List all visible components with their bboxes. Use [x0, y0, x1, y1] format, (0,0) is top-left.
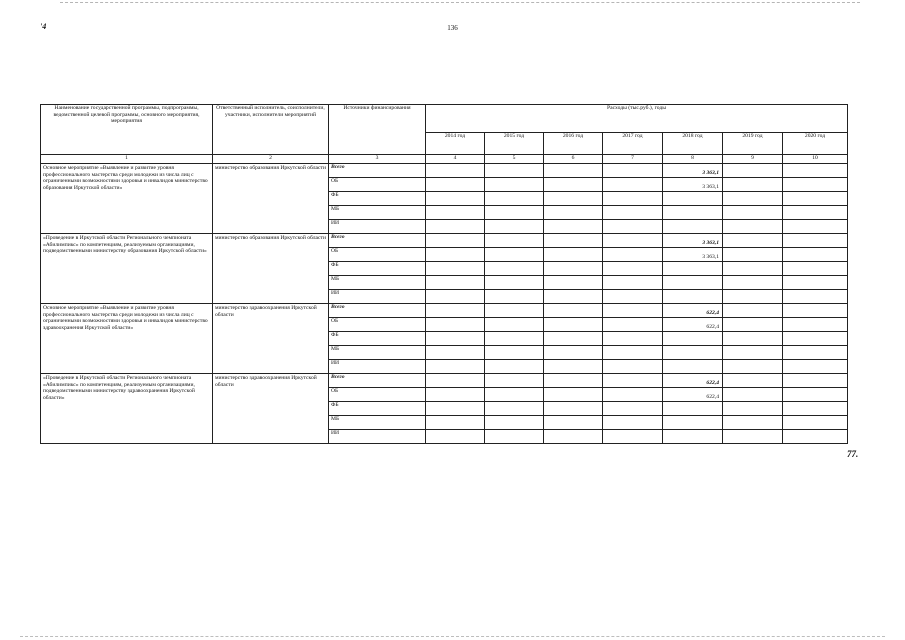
value-cell — [485, 234, 544, 248]
measure-name: «Проведение в Иркутской области Регионального чемпионата «Абилимпикс» по компетенциям, реализуемым организациями, подведомственными министерству здравоохранения Иркутской области» — [41, 374, 213, 444]
value-cell — [485, 262, 544, 276]
scan-artifact-line — [60, 2, 860, 3]
value-cell — [426, 276, 485, 290]
trail-mark: 77. — [847, 449, 859, 459]
funding-source: ФБ — [329, 402, 426, 416]
value-cell — [485, 374, 544, 388]
value-cell — [723, 374, 783, 388]
value-cell — [426, 346, 485, 360]
value-cell — [485, 220, 544, 234]
value-cell — [723, 192, 783, 206]
value-cell — [603, 332, 663, 346]
expenses-table — [40, 104, 848, 444]
value-cell — [426, 206, 485, 220]
value-cell — [426, 234, 485, 248]
funding-source: МБ — [329, 416, 426, 430]
funding-source: ИИ — [329, 430, 426, 444]
value-cell — [485, 360, 544, 374]
value-cell — [544, 416, 603, 430]
measure-name: Основное мероприятие «Выявление и развитие уровня профессионального мастерства среди молодежи из числа лиц с ограниченными возможностями здоровья и инвалидов министерство образования Иркутской области» — [41, 164, 213, 234]
column-number: 10 — [783, 155, 848, 164]
value-cell — [663, 332, 723, 346]
value-cell — [723, 290, 783, 304]
value-cell — [723, 206, 783, 220]
value-cell: 3 363,1 — [663, 178, 723, 192]
funding-source: МБ — [329, 346, 426, 360]
value-cell — [783, 430, 848, 444]
funding-source: Всего — [329, 164, 426, 178]
table-row — [41, 234, 848, 248]
value-cell — [783, 402, 848, 416]
value-cell — [485, 402, 544, 416]
value-cell — [485, 416, 544, 430]
value-cell — [426, 388, 485, 402]
measure-executor: министерство образования Иркутской области — [213, 234, 329, 304]
value-cell — [426, 248, 485, 262]
value-cell — [723, 234, 783, 248]
value-cell — [723, 248, 783, 262]
value-cell: 622,4 — [663, 388, 723, 402]
value-cell — [663, 430, 723, 444]
value-cell — [426, 178, 485, 192]
value-cell — [544, 220, 603, 234]
header-year: 2018 год — [663, 133, 723, 155]
scan-artifact-line — [20, 636, 885, 637]
value-cell — [544, 388, 603, 402]
column-number: 4 — [426, 155, 485, 164]
funding-source: ИИ — [329, 290, 426, 304]
value-cell — [603, 374, 663, 388]
value-cell — [544, 192, 603, 206]
header-year: 2017 год — [603, 133, 663, 155]
value-cell — [783, 304, 848, 318]
value-cell — [663, 192, 723, 206]
value-cell — [603, 430, 663, 444]
value-cell — [723, 360, 783, 374]
column-number: 5 — [485, 155, 544, 164]
table-row — [41, 164, 848, 178]
value-cell — [723, 276, 783, 290]
value-cell: 622,4 — [663, 318, 723, 332]
value-cell — [485, 290, 544, 304]
value-cell — [426, 164, 485, 178]
funding-source: ОБ — [329, 248, 426, 262]
value-cell — [544, 304, 603, 318]
value-cell — [603, 164, 663, 178]
value-cell — [783, 276, 848, 290]
value-cell — [603, 220, 663, 234]
value-cell — [544, 374, 603, 388]
value-cell — [544, 164, 603, 178]
table-row — [41, 374, 848, 388]
value-cell — [663, 262, 723, 276]
value-cell — [723, 318, 783, 332]
value-cell — [603, 346, 663, 360]
column-number: 8 — [663, 155, 723, 164]
value-cell — [603, 360, 663, 374]
value-cell — [783, 318, 848, 332]
value-cell — [723, 262, 783, 276]
header-expenses: Расходы (тыс.руб.), годы — [426, 105, 848, 133]
value-cell — [723, 388, 783, 402]
header-year: 2014 год — [426, 133, 485, 155]
value-cell — [603, 276, 663, 290]
value-cell — [663, 402, 723, 416]
value-cell — [603, 206, 663, 220]
value-cell — [544, 262, 603, 276]
value-cell — [723, 402, 783, 416]
value-cell — [485, 332, 544, 346]
header-funding-source: Источники финансирования — [329, 105, 426, 155]
header-year: 2015 год — [485, 133, 544, 155]
value-cell — [783, 206, 848, 220]
header-program-name: Наименование государственной программы, подпрограммы, ведомственной целевой программы, основного мероприятия, мероприятия — [41, 105, 213, 155]
value-cell — [544, 332, 603, 346]
value-cell — [544, 430, 603, 444]
value-cell: 622,4 — [663, 304, 723, 318]
value-cell — [663, 276, 723, 290]
value-cell — [485, 248, 544, 262]
value-cell — [783, 290, 848, 304]
value-cell — [783, 388, 848, 402]
value-cell — [426, 430, 485, 444]
value-cell — [544, 402, 603, 416]
value-cell — [783, 220, 848, 234]
value-cell — [426, 332, 485, 346]
value-cell — [426, 374, 485, 388]
funding-source: ФБ — [329, 332, 426, 346]
value-cell — [783, 360, 848, 374]
column-number: 2 — [213, 155, 329, 164]
value-cell — [426, 304, 485, 318]
value-cell — [783, 262, 848, 276]
column-number: 1 — [41, 155, 213, 164]
value-cell — [544, 346, 603, 360]
measure-executor: министерство здравоохранения Иркутской области — [213, 304, 329, 374]
value-cell — [426, 318, 485, 332]
column-number: 6 — [544, 155, 603, 164]
column-number: 9 — [723, 155, 783, 164]
table-row — [41, 304, 848, 318]
value-cell — [485, 318, 544, 332]
value-cell — [783, 178, 848, 192]
value-cell — [603, 178, 663, 192]
value-cell — [426, 192, 485, 206]
value-cell — [485, 164, 544, 178]
value-cell — [603, 192, 663, 206]
value-cell — [663, 206, 723, 220]
value-cell — [723, 332, 783, 346]
funding-source: МБ — [329, 206, 426, 220]
value-cell — [723, 416, 783, 430]
value-cell: 3 363,1 — [663, 234, 723, 248]
value-cell — [426, 220, 485, 234]
value-cell — [783, 234, 848, 248]
funding-source: Всего — [329, 234, 426, 248]
value-cell — [485, 346, 544, 360]
value-cell — [485, 430, 544, 444]
value-cell — [426, 416, 485, 430]
value-cell — [544, 206, 603, 220]
value-cell — [426, 262, 485, 276]
value-cell — [485, 206, 544, 220]
measure-name: Основное мероприятие «Выявление и развитие уровня профессионального мастерства среди молодежи из числа лиц с ограниченными возможностями здоровья и инвалидов министерство здравоохранения Иркутской области» — [41, 304, 213, 374]
funding-source: ОБ — [329, 388, 426, 402]
value-cell — [723, 178, 783, 192]
value-cell — [485, 388, 544, 402]
value-cell — [544, 178, 603, 192]
measure-executor: министерство здравоохранения Иркутской области — [213, 374, 329, 444]
value-cell — [723, 346, 783, 360]
value-cell — [426, 360, 485, 374]
value-cell — [663, 360, 723, 374]
funding-source: ОБ — [329, 178, 426, 192]
value-cell — [603, 318, 663, 332]
header-executor: Ответственный исполнитель, соисполнители, участники, исполнители мероприятий — [213, 105, 329, 155]
value-cell — [663, 220, 723, 234]
table-body — [41, 164, 848, 444]
value-cell — [426, 290, 485, 304]
measure-executor: министерство образования Иркутской области — [213, 164, 329, 234]
value-cell — [723, 164, 783, 178]
header-year: 2019 год — [723, 133, 783, 155]
value-cell — [603, 388, 663, 402]
value-cell — [663, 290, 723, 304]
value-cell: 3 363,1 — [663, 248, 723, 262]
value-cell — [485, 304, 544, 318]
value-cell — [783, 332, 848, 346]
value-cell — [783, 164, 848, 178]
value-cell — [544, 276, 603, 290]
value-cell: 3 363,1 — [663, 164, 723, 178]
value-cell — [663, 416, 723, 430]
value-cell — [783, 192, 848, 206]
funding-source: ИИ — [329, 360, 426, 374]
value-cell — [723, 220, 783, 234]
value-cell — [783, 416, 848, 430]
funding-source: Всего — [329, 374, 426, 388]
value-cell — [663, 346, 723, 360]
header-year: 2020 год — [783, 133, 848, 155]
funding-source: ФБ — [329, 262, 426, 276]
column-number: 3 — [329, 155, 426, 164]
page-number: 136 — [447, 24, 458, 32]
value-cell — [603, 248, 663, 262]
value-cell — [603, 234, 663, 248]
value-cell — [603, 402, 663, 416]
value-cell: 622,4 — [663, 374, 723, 388]
funding-source: МБ — [329, 276, 426, 290]
funding-source: ОБ — [329, 318, 426, 332]
column-number: 7 — [603, 155, 663, 164]
value-cell — [544, 360, 603, 374]
value-cell — [723, 430, 783, 444]
value-cell — [723, 304, 783, 318]
value-cell — [603, 290, 663, 304]
value-cell — [603, 416, 663, 430]
measure-name: «Проведение в Иркутской области Регионального чемпионата «Абилимпикс» по компетенциям, реализуемым организациями, подведомственными министерству образования Иркутской области» — [41, 234, 213, 304]
value-cell — [485, 178, 544, 192]
value-cell — [603, 304, 663, 318]
value-cell — [485, 276, 544, 290]
corner-mark: '4 — [40, 22, 47, 31]
value-cell — [485, 192, 544, 206]
value-cell — [783, 248, 848, 262]
value-cell — [426, 402, 485, 416]
value-cell — [783, 374, 848, 388]
funding-source: ФБ — [329, 192, 426, 206]
header-year: 2016 год — [544, 133, 603, 155]
value-cell — [544, 234, 603, 248]
value-cell — [783, 346, 848, 360]
funding-source: Всего — [329, 304, 426, 318]
funding-source: ИИ — [329, 220, 426, 234]
value-cell — [544, 318, 603, 332]
value-cell — [544, 248, 603, 262]
value-cell — [544, 290, 603, 304]
value-cell — [603, 262, 663, 276]
